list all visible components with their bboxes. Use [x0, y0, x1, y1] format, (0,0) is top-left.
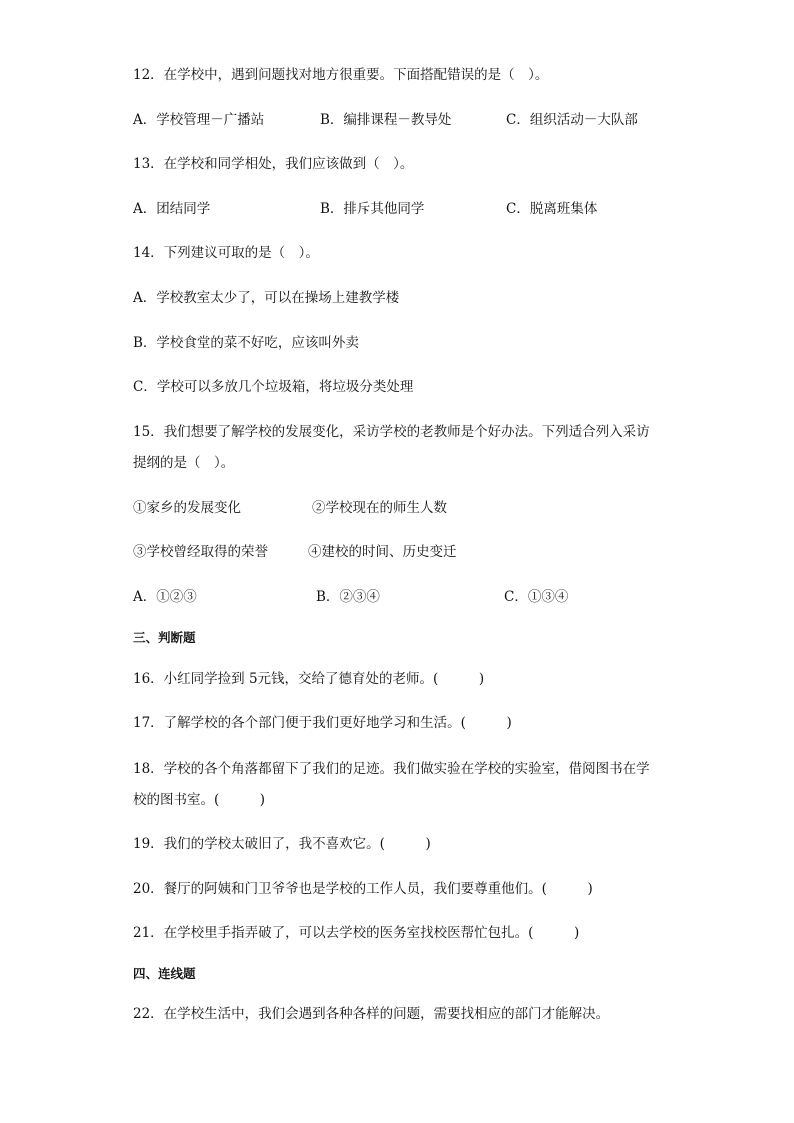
- question-15-item-4: ④建校的时间、历史变迁: [308, 544, 457, 560]
- question-12-option-c: C．组织活动－大队部: [506, 112, 638, 128]
- question-15-item-2: ②学校现在的师生人数: [312, 500, 447, 516]
- question-12-option-b: B．编排课程－教导处: [320, 112, 452, 128]
- question-13-option-b: B．排斥其他同学: [320, 201, 425, 217]
- question-12-stem: 12．在学校中，遇到问题找对地方很重要。下面搭配错误的是（ ）。: [133, 67, 549, 83]
- question-21: 21．在学校里手指弄破了，可以去学校的医务室找校医帮忙包扎。( ): [133, 925, 580, 941]
- question-13-option-c: C．脱离班集体: [506, 201, 598, 217]
- question-18-line-1: 18．学校的各个角落都留下了我们的足迹。我们做实验在学校的实验室，借阅图书在学: [133, 761, 650, 777]
- question-18-line-2: 校的图书室。( ): [133, 792, 266, 808]
- question-20: 20．餐厅的阿姨和门卫爷爷也是学校的工作人员，我们要尊重他们。( ): [133, 881, 593, 897]
- question-14-option-b: B．学校食堂的菜不好吃，应该叫外卖: [133, 335, 359, 351]
- question-15-item-3: ③学校曾经取得的荣誉: [133, 544, 268, 560]
- question-16: 16．小红同学捡到 5元钱，交给了德育处的老师。( ): [133, 671, 485, 687]
- question-15-option-b: B．②③④: [316, 589, 380, 605]
- question-14-option-c: C．学校可以多放几个垃圾箱，将垃圾分类处理: [133, 379, 414, 395]
- section-title-matching: 四、连线题: [133, 966, 196, 981]
- question-15-stem-line-2: 提纲的是（ ）。: [133, 455, 235, 471]
- question-15-stem-line-1: 15．我们想要了解学校的发展变化，采访学校的老教师是个好办法。下列适合列入采访: [133, 424, 650, 440]
- question-22: 22．在学校生活中，我们会遇到各种各样的问题，需要找相应的部门才能解决。: [133, 1006, 610, 1022]
- section-title-judgment: 三、判断题: [133, 630, 196, 645]
- question-12-option-a: A．学校管理－广播站: [133, 112, 265, 128]
- question-13-option-a: A．团结同学: [133, 201, 211, 217]
- question-13-stem: 13．在学校和同学相处，我们应该做到（ ）。: [133, 156, 414, 172]
- question-19: 19．我们的学校太破旧了，我不喜欢它。( ): [133, 836, 431, 852]
- question-15-option-a: A．①②③: [133, 589, 197, 605]
- question-15-option-c: C．①③④: [504, 589, 569, 605]
- question-14-option-a: A．学校教室太少了，可以在操场上建教学楼: [133, 290, 400, 306]
- question-17: 17．了解学校的各个部门便于我们更好地学习和生活。( ): [133, 715, 512, 731]
- question-14-stem: 14．下列建议可取的是（ ）。: [133, 245, 319, 261]
- question-15-item-1: ①家乡的发展变化: [133, 500, 241, 516]
